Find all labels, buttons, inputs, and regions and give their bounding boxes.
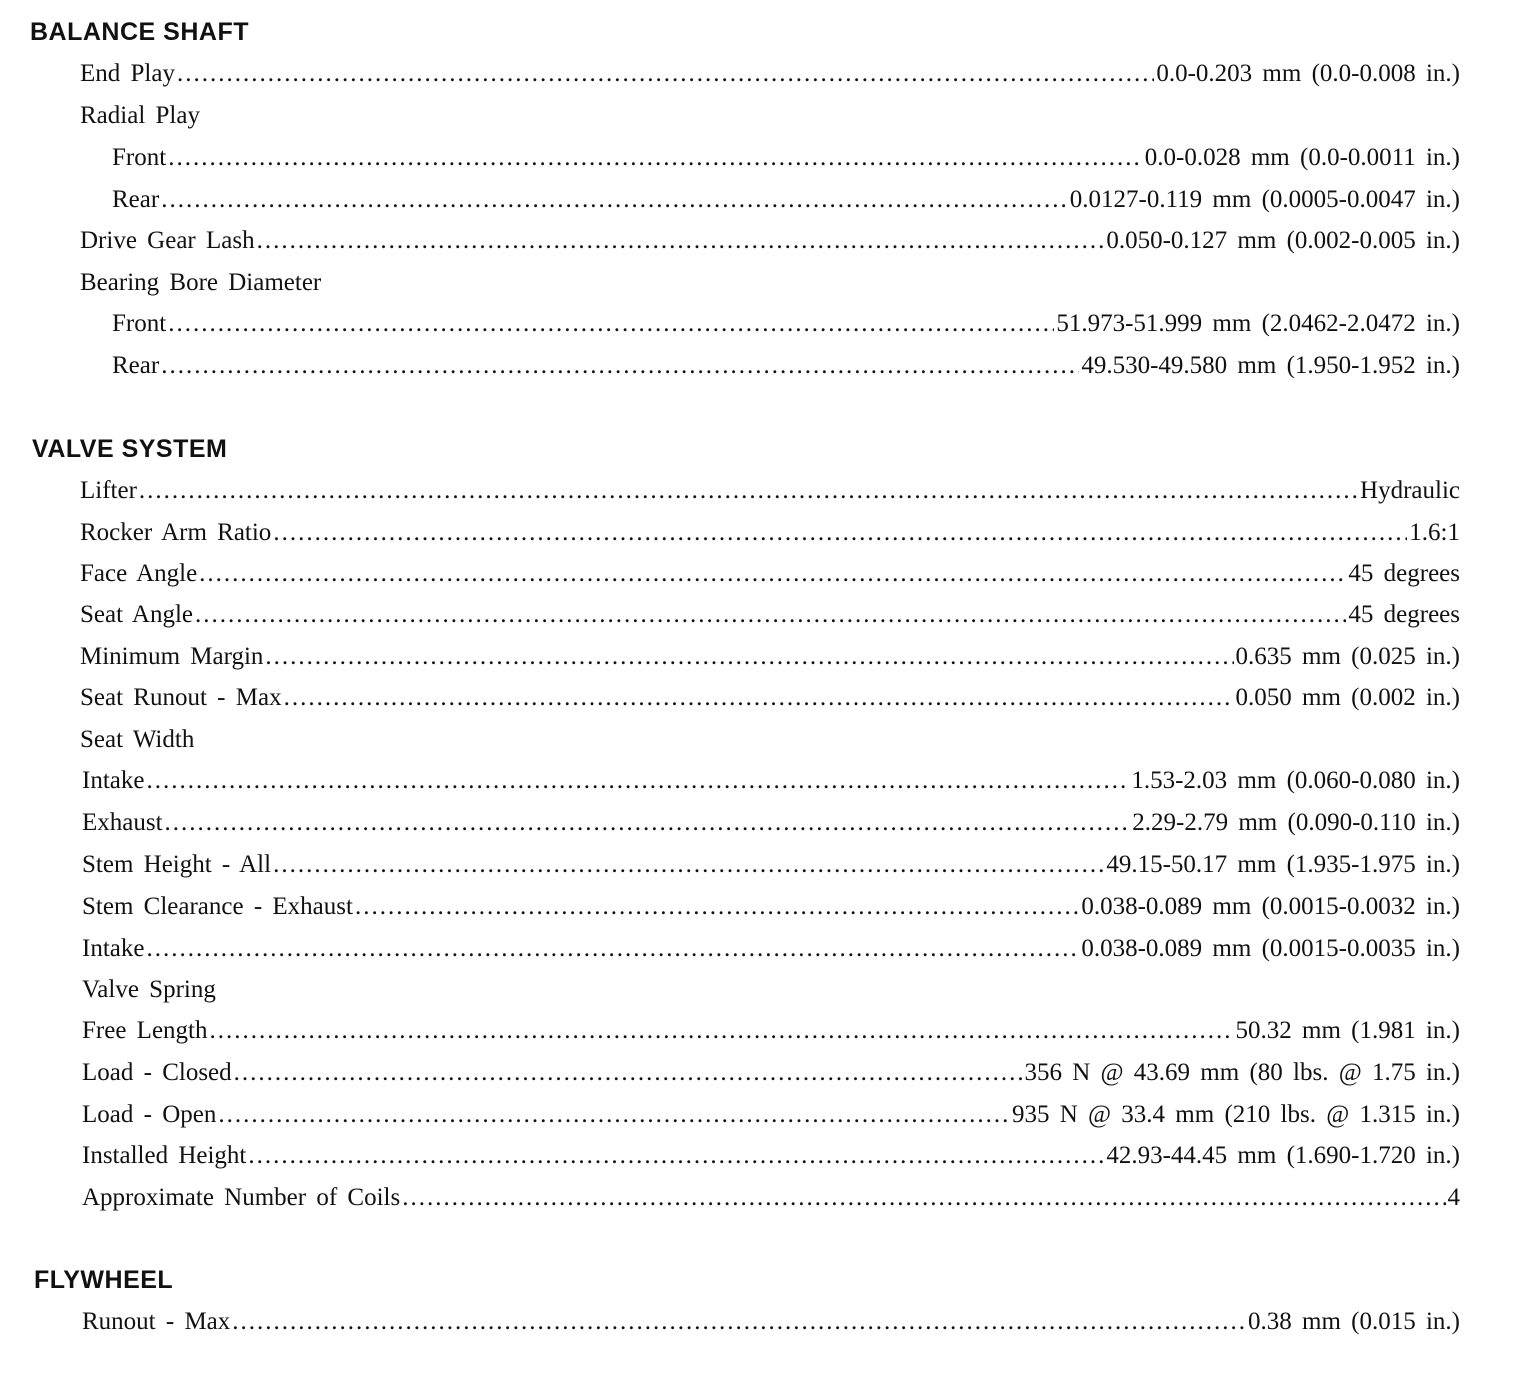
spec-row-radial-rear — [112, 183, 1460, 217]
spec-row-bore-rear — [112, 349, 1460, 383]
section-title-flywheel: FLYWHEEL — [34, 1266, 174, 1294]
spec-label: Lifter — [80, 477, 137, 504]
spec-label: End Play — [80, 60, 175, 87]
spec-label: Seat Angle — [80, 601, 194, 628]
spec-value: 51.973-51.999 mm (2.0462-2.0472 in.) — [1056, 310, 1460, 337]
spec-row-bore-front — [112, 307, 1460, 341]
subheading-bearing-bore-diameter — [80, 266, 1460, 300]
spec-label: Free Length — [82, 1017, 208, 1044]
spec-value: 50.32 mm (1.981 in.) — [1235, 1017, 1460, 1044]
dot-leader — [265, 640, 1233, 674]
dot-leader — [355, 890, 1079, 924]
spec-label: Face Angle — [80, 560, 198, 587]
spec-label: Seat Runout - Max — [80, 684, 282, 711]
dot-leader — [234, 1056, 1023, 1090]
dot-leader — [177, 57, 1154, 91]
spec-label: Rocker Arm Ratio — [80, 519, 272, 546]
spec-row-drive-gear-lash — [80, 224, 1460, 258]
spec-value: 0.038-0.089 mm (0.0015-0.0035 in.) — [1081, 935, 1460, 962]
dot-leader — [146, 764, 1129, 798]
subheading-valve-spring — [82, 973, 1460, 1007]
spec-value: 45 degrees — [1348, 601, 1460, 628]
spec-label: Rear — [112, 352, 160, 379]
spec-label: Stem Clearance - Exhaust — [82, 893, 353, 920]
subheading-seat-width — [80, 723, 1460, 757]
spec-label: Front — [112, 144, 167, 171]
spec-label: Load - Closed — [82, 1059, 232, 1086]
dot-leader — [257, 224, 1105, 258]
spec-subheading: Bearing Bore Diameter — [80, 269, 322, 296]
dot-leader — [161, 349, 1079, 383]
spec-value: Hydraulic — [1360, 477, 1460, 504]
spec-value: 0.050-0.127 mm (0.002-0.005 in.) — [1106, 227, 1460, 254]
spec-label: Approximate Number of Coils — [82, 1184, 401, 1211]
spec-row-stem-height — [82, 848, 1460, 882]
dot-leader — [168, 141, 1143, 175]
spec-value: 0.038-0.089 mm (0.0015-0.0032 in.) — [1081, 893, 1460, 920]
spec-row-installed-height — [82, 1139, 1460, 1173]
dot-leader — [232, 1305, 1246, 1339]
spec-value: 1.53-2.03 mm (0.060-0.080 in.) — [1131, 767, 1460, 794]
spec-value: 49.530-49.580 mm (1.950-1.952 in.) — [1081, 352, 1460, 379]
dot-leader — [161, 183, 1068, 217]
spec-label: Drive Gear Lash — [80, 227, 255, 254]
spec-row-number-of-coils — [82, 1181, 1460, 1215]
spec-row-stem-clearance-exhaust — [82, 890, 1460, 924]
spec-value: 356 N @ 43.69 mm (80 lbs. @ 1.75 in.) — [1024, 1059, 1460, 1086]
dot-leader — [209, 1014, 1233, 1048]
spec-label: Load - Open — [82, 1101, 217, 1128]
spec-row-free-length — [82, 1014, 1460, 1048]
spec-label: Minimum Margin — [80, 643, 264, 670]
spec-row-stem-clearance-intake — [82, 932, 1460, 966]
dot-leader — [165, 806, 1131, 840]
spec-label: Installed Height — [82, 1142, 247, 1169]
dot-leader — [139, 474, 1358, 508]
spec-value: 45 degrees — [1348, 560, 1460, 587]
spec-row-seat-runout — [80, 681, 1460, 715]
spec-label: Intake — [82, 935, 145, 962]
spec-value: 0.050 mm (0.002 in.) — [1235, 684, 1460, 711]
spec-subheading: Seat Width — [80, 726, 195, 753]
spec-label: Exhaust — [82, 809, 163, 836]
dot-leader — [168, 307, 1054, 341]
section-title-balance-shaft: BALANCE SHAFT — [30, 18, 249, 46]
spec-row-flywheel-runout — [82, 1305, 1460, 1339]
section-title-valve-system: VALVE SYSTEM — [32, 435, 228, 463]
spec-value: 1.6:1 — [1409, 519, 1460, 546]
dot-leader — [195, 598, 1346, 632]
spec-label: Runout - Max — [82, 1308, 231, 1335]
dot-leader — [284, 681, 1234, 715]
spec-row-lifter — [80, 474, 1460, 508]
spec-row-end-play — [80, 57, 1460, 91]
spec-row-rocker-arm-ratio — [80, 516, 1460, 550]
spec-label: Stem Height - All — [82, 851, 272, 878]
spec-row-minimum-margin — [80, 640, 1460, 674]
dot-leader — [199, 557, 1346, 591]
spec-subheading: Radial Play — [80, 102, 200, 129]
spec-subheading: Valve Spring — [82, 976, 216, 1003]
dot-leader — [248, 1139, 1104, 1173]
dot-leader — [273, 848, 1104, 882]
spec-value: 49.15-50.17 mm (1.935-1.975 in.) — [1106, 851, 1460, 878]
spec-value: 0.0-0.203 mm (0.0-0.008 in.) — [1156, 60, 1460, 87]
spec-row-radial-front — [112, 141, 1460, 175]
spec-row-seat-width-exhaust — [82, 806, 1460, 840]
spec-value: 4 — [1447, 1184, 1460, 1211]
spec-value: 0.635 mm (0.025 in.) — [1235, 643, 1460, 670]
spec-label: Front — [112, 310, 167, 337]
spec-value: 0.0127-0.119 mm (0.0005-0.0047 in.) — [1069, 186, 1460, 213]
spec-row-load-closed — [82, 1056, 1460, 1090]
spec-value: 0.38 mm (0.015 in.) — [1248, 1308, 1460, 1335]
spec-row-load-open — [82, 1098, 1460, 1132]
spec-row-seat-width-intake — [82, 764, 1460, 798]
dot-leader — [273, 516, 1407, 550]
spec-label: Intake — [82, 767, 145, 794]
dot-leader — [146, 932, 1079, 966]
dot-leader — [402, 1181, 1445, 1215]
spec-label: Rear — [112, 186, 160, 213]
dot-leader — [218, 1098, 1010, 1132]
spec-value: 0.0-0.028 mm (0.0-0.0011 in.) — [1144, 144, 1460, 171]
spec-row-face-angle — [80, 557, 1460, 591]
spec-value: 42.93-44.45 mm (1.690-1.720 in.) — [1106, 1142, 1460, 1169]
spec-value: 2.29-2.79 mm (0.090-0.110 in.) — [1132, 809, 1460, 836]
subheading-radial-play — [80, 99, 1460, 133]
spec-value: 935 N @ 33.4 mm (210 lbs. @ 1.315 in.) — [1011, 1101, 1460, 1128]
spec-row-seat-angle — [80, 598, 1460, 632]
